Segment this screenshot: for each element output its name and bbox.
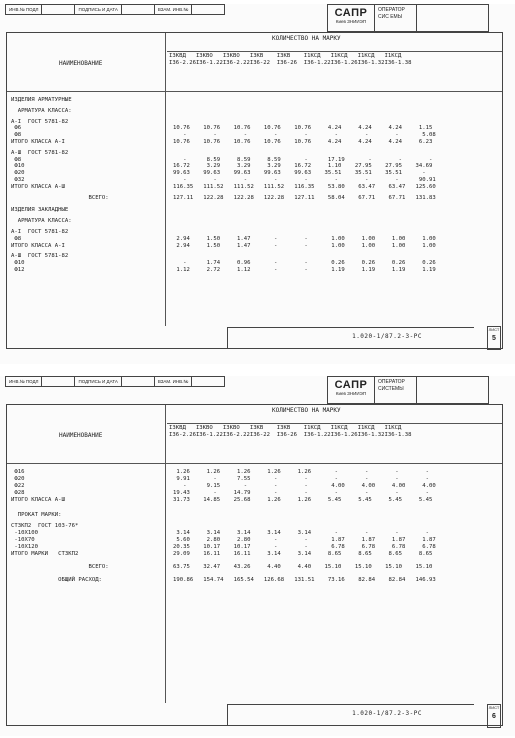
stamp-cell-sign: ПОДПИСЬ И ДАТА <box>75 377 121 386</box>
row-name: ИТОГО КЛАССА А-Ш <box>11 183 65 190</box>
table-frame <box>6 32 503 349</box>
sheet-number-box: ЛИСТ 5 <box>487 326 501 350</box>
row-name: Ф10 <box>11 163 25 170</box>
row-values: 2.94 1.50 1.47 - - 1.00 1.00 1.00 1.00 <box>173 242 436 249</box>
row-name: ИТОГО КЛАССА А-I <box>11 242 65 249</box>
row-values: 29.09 16.11 16.11 3.14 3.14 8.65 8.65 8.65 8.65 <box>173 551 433 557</box>
name-header: НАИМЕНОВАНИЕ <box>59 432 103 439</box>
approval-stamp <box>5 376 225 387</box>
row-name: ИТОГО КЛАССА А-Ш <box>11 497 65 503</box>
operator-value: СИС ЕМЫ <box>378 14 403 20</box>
row-name: ИЗДЕЛИЯ АРМАТУРНЫЕ <box>11 97 72 103</box>
row-values: - - - - - - - - 90.91 <box>173 177 436 183</box>
row-values: 1.12 2.72 1.12 - - 1.19 1.19 1.19 1.19 <box>173 267 436 273</box>
stamp-cell-inv: ИНВ.№ ПОДЛ <box>6 377 42 386</box>
row-name: -10Х120 <box>11 544 38 550</box>
row-name: Ф32 <box>11 177 25 183</box>
doc-code: 1.020-1/87.2-3-РС <box>352 332 422 340</box>
sheet-1 <box>0 4 515 364</box>
row-name: АРМАТУРА КЛАССА: <box>11 218 72 225</box>
row-values: 5.60 2.80 2.80 - - 1.87 1.87 1.87 1.87 <box>173 537 436 543</box>
stamp-cell-sign: ПОДПИСЬ И ДАТА <box>75 5 121 14</box>
row-values: 3.14 3.14 3.14 3.14 3.14 - - - - <box>173 530 436 536</box>
row-name: ВСЕГО: <box>11 194 109 201</box>
approval-stamp <box>5 4 225 15</box>
marks-header-line2: I36-2.26I36-1.22I36-2.22I36-22 I36-26 I36-1.22I36-1.26I36-1.32I36-1.38 <box>169 60 412 66</box>
row-values: 20.35 10.17 10.17 - - 6.78 6.78 6.78 6.78 <box>173 544 436 550</box>
row-name: Ф22 <box>11 483 25 489</box>
row-values: 63.75 32.47 43.26 4.40 4.40 15.10 15.10 15.10 15.10 <box>173 564 433 570</box>
row-name: АРМАТУРА КЛАССА: <box>11 107 72 114</box>
row-values: 19.43 - 14.79 - - - - - - <box>173 490 436 496</box>
row-values: 1.26 1.26 1.26 1.26 1.26 - - - - <box>173 469 436 475</box>
sapr-logo: САПР Киев ЗНИИЭП <box>328 377 375 403</box>
group-header: КОЛИЧЕСТВО НА МАРКУ <box>272 35 341 42</box>
row-values: 116.35 111.52 111.52 111.52 116.35 53.80 63.47 63.47 125.60 <box>173 183 436 190</box>
row-values: - 9.15 - - - 4.00 4.00 4.00 4.00 <box>173 483 436 489</box>
row-values: 31.73 14.85 25.68 1.26 1.26 5.45 5.45 5.45 5.45 <box>173 497 433 503</box>
marks-header-line1: I3КВД I3КВО I3КВО I3КВ I3КВ I1КСД I1КСД I1КСД I1КСД <box>169 425 402 431</box>
sapr-stamp <box>327 376 489 404</box>
stamp-cell-replace: ВЗАМ. ИНВ.№ <box>155 5 192 14</box>
name-header: НАИМЕНОВАНИЕ <box>59 60 103 67</box>
group-header: КОЛИЧЕСТВО НА МАРКУ <box>272 407 341 414</box>
operator-value: СИСТЕМЫ <box>378 386 404 392</box>
sapr-logo: САПР Киев ЗНИИЭП <box>328 5 375 31</box>
row-name: Ф12 <box>11 267 25 273</box>
row-name: Ф20 <box>11 170 25 177</box>
sheet-number: 5 <box>492 335 496 342</box>
row-name: СТЗКП2 ГОСТ 103-76* <box>11 523 79 529</box>
row-values: 2.94 1.50 1.47 - - 1.00 1.00 1.00 1.00 <box>173 235 436 242</box>
marks-header-line1: I3КВД I3КВО I3КВО I3КВ I3КВ I1КСД I1КСД I1КСД I1КСД <box>169 53 402 59</box>
row-name: Ф20 <box>11 476 25 482</box>
row-name: ВСЕГО: <box>11 564 109 570</box>
row-values: 10.76 10.76 10.76 10.76 10.76 4.24 4.24 4.24 1.15 <box>173 125 433 132</box>
row-name: А-Ш ГОСТ 5781-82 <box>11 149 69 156</box>
row-name: Ф8 <box>11 132 22 139</box>
operator-label: ОПЕРАТОР <box>378 379 405 385</box>
row-values: 9.91 - 7.55 - - - - - - <box>173 476 436 482</box>
sheet-number: 6 <box>492 713 496 720</box>
row-name: ИТОГО МАРКИ СТЗКП2 <box>11 551 79 557</box>
row-name: Ф28 <box>11 490 25 496</box>
sapr-stamp <box>327 4 489 32</box>
row-name: Ф10 <box>11 260 25 267</box>
row-values: 127.11 122.28 122.28 122.28 127.11 58.04 67.71 67.71 131.83 <box>173 194 436 201</box>
stamp-cell-replace: ВЗАМ. ИНВ.№ <box>155 377 192 386</box>
row-values: - 1.74 0.96 - - 0.26 0.26 0.26 0.26 <box>173 260 436 267</box>
row-name: А-Ш ГОСТ 5781-82 <box>11 253 69 260</box>
marks-header-line2: I36-2.26I36-1.22I36-2.22I36-22 I36-26 I36-1.22I36-1.26I36-1.32I36-1.38 <box>169 432 412 438</box>
row-name: Ф16 <box>11 469 25 475</box>
sheet-2 <box>0 376 515 736</box>
row-name: Ф8 <box>11 156 22 163</box>
row-name: А-I ГОСТ 5781-82 <box>11 118 69 125</box>
table-frame <box>6 404 503 726</box>
row-name: -10Х100 <box>11 530 38 536</box>
operator-label: ОПЕРАТОР <box>378 7 405 13</box>
row-values: - - - - - - - - 5.08 <box>173 132 436 139</box>
row-values: 10.76 10.76 10.76 10.76 10.76 4.24 4.24 4.24 6.23 <box>173 139 433 145</box>
row-name: А-I ГОСТ 5781-82 <box>11 229 69 235</box>
row-name: Ф6 <box>11 125 22 132</box>
row-values: 16.72 3.29 3.29 3.29 16.72 1.10 27.95 27.95 34.69 <box>173 163 433 170</box>
row-name: ИТОГО КЛАССА А-I <box>11 139 65 145</box>
stamp-cell-inv: ИНВ.№ ПОДЛ <box>6 5 42 14</box>
row-values: 99.63 99.63 99.63 99.63 99.63 35.51 35.51 35.51 - <box>173 170 433 177</box>
doc-code: 1.020-1/87.2-3-РС <box>352 709 422 717</box>
row-values: - 8.59 8.59 8.59 - 17.19 - - - <box>173 156 440 163</box>
row-name: -10Х70 <box>11 537 35 543</box>
row-name: Ф8 <box>11 235 22 242</box>
row-name: ОБЩИЙ РАСХОД: <box>11 577 102 583</box>
sheet-number-box: ЛИСТ 6 <box>487 704 501 728</box>
row-name: ИЗДЕЛИЯ ЗАКЛАДНЫЕ <box>11 207 69 214</box>
row-values: 190.86 154.74 165.54 126.68 131.51 73.16 82.84 82.84 146.93 <box>173 577 436 583</box>
row-name: ПРОКАТ МАРКИ: <box>11 512 62 518</box>
